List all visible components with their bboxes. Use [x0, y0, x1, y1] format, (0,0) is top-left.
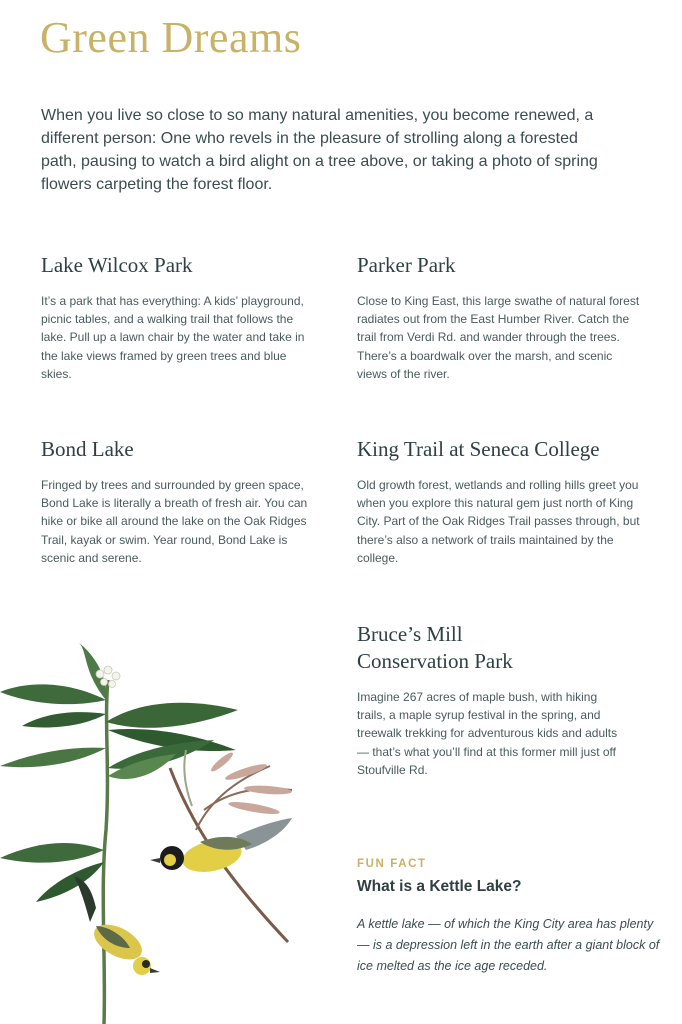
park-description: Old growth forest, wetlands and rolling hills greet you when you explore this natural gem just north of King City. Part of the Oak Ridges Trail passes through, but there’s also a network of trails maintained by the college.	[357, 478, 640, 565]
park-description: Close to King East, this large swathe of natural forest radiates out from the East Humber River. Catch the trail from Verdi Rd. and wander through the trees. There’s a boardwalk over the marsh, and scenic views of the river.	[357, 294, 640, 381]
park-bond-lake	[41, 436, 316, 567]
park-name: Bruce’s Mill Conservation Park	[357, 622, 513, 673]
park-name: King Trail at Seneca College	[357, 437, 600, 461]
fun-fact-label: FUN FACT	[357, 858, 427, 870]
park-king-trail	[357, 436, 642, 567]
fun-fact-question: What is a Kettle Lake?	[357, 878, 522, 895]
park-description: Imagine 267 acres of maple bush, with hiking trails, a maple syrup festival in the spring, and treewalk trekking for adventurous kids and adults — that’s what you’ll find at this former mill just off Stoufville Rd.	[357, 690, 618, 777]
park-lake-wilcox	[41, 252, 311, 383]
park-name: Parker Park	[357, 253, 456, 277]
park-description: Fringed by trees and surrounded by green space, Bond Lake is literally a breath of fresh air. You can hike or bike all around the lake on the Oak Ridges Trail, kayak or swim. Year round, Bond Lake is scenic and serene.	[41, 478, 308, 565]
park-description: It’s a park that has everything: A kids’ playground, picnic tables, and a walking trail that follows the lake. Pull up a lawn chair by the water and take in the lake views framed by green trees and blue skies.	[41, 294, 305, 381]
park-name: Lake Wilcox Park	[41, 253, 193, 277]
plant-and-birds-illustration	[0, 630, 310, 1024]
fun-fact-answer: A kettle lake — of which the King City area has plenty — is a depression left in the earth after a giant block of ice melted as the ice age receded.	[357, 917, 660, 973]
park-bruces-mill	[357, 621, 642, 779]
park-name: Bond Lake	[41, 437, 134, 461]
park-parker	[357, 252, 642, 383]
page-title: Green Dreams	[40, 13, 302, 62]
intro-paragraph: When you live so close to so many natural amenities, you become renewed, a different person: One who revels in the pleasure of strolling along a forested path, pausing to watch a bird alight on a tree above, or taking a photo of spring flowers carpeting the forest floor.	[41, 107, 598, 193]
